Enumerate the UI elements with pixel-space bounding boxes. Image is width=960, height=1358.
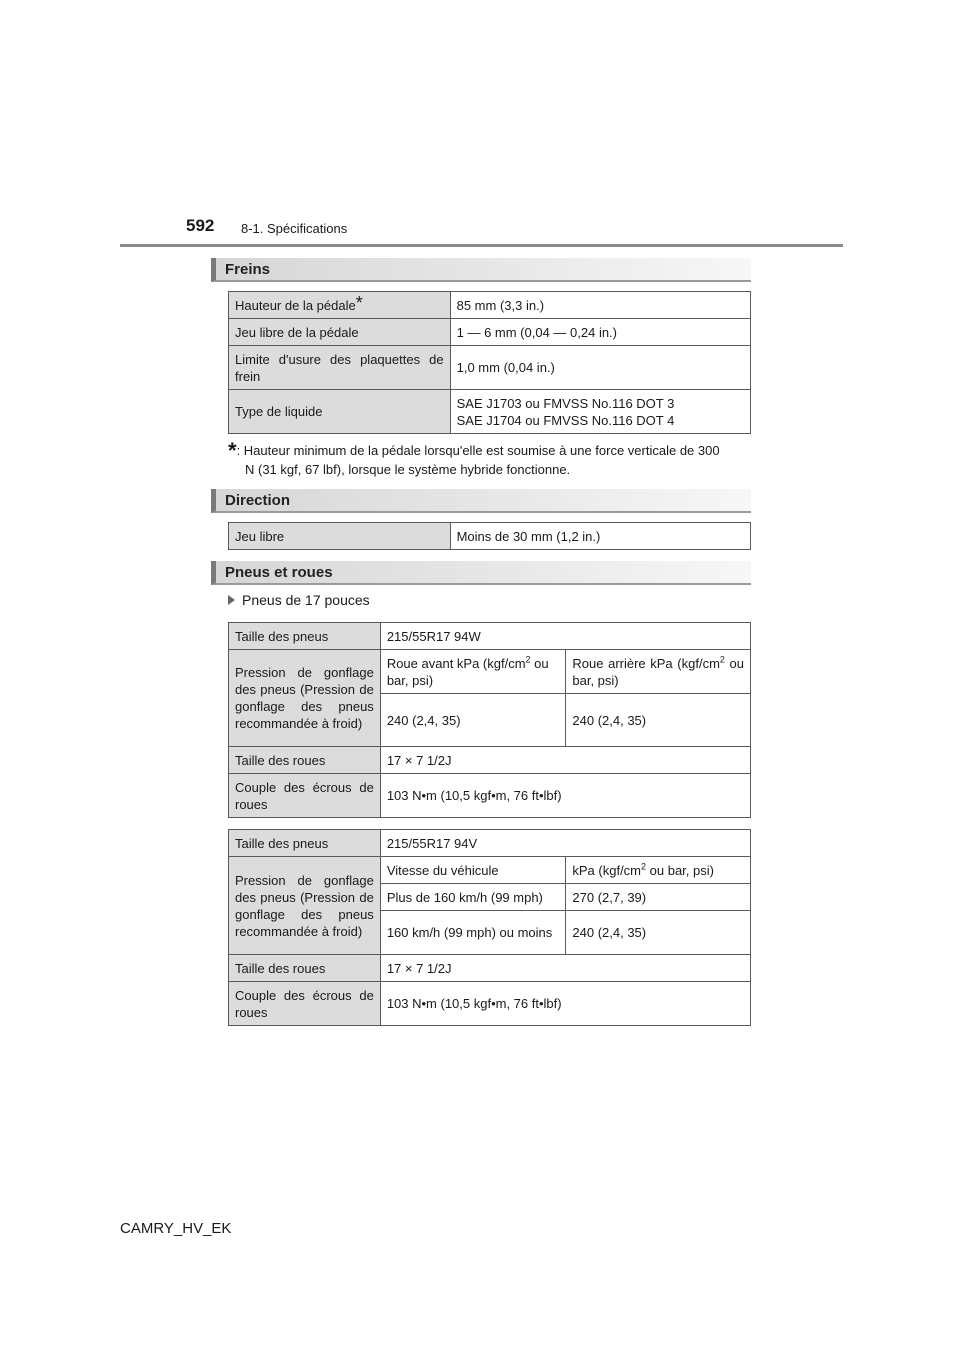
table-cell-label: Couple des écrous de roues (229, 982, 381, 1026)
table-row (229, 346, 751, 390)
table-row (229, 319, 751, 346)
table-cell-value: 215/55R17 94V (380, 830, 750, 857)
table-row (229, 955, 751, 982)
triangle-bullet-icon (228, 595, 235, 605)
table-cell-value: 1,0 mm (0,04 in.) (450, 346, 750, 390)
table-row (229, 650, 751, 694)
freins-heading-text: Freins (225, 261, 271, 278)
table-cell-value: 103 N•m (10,5 kgf•m, 76 ft•lbf) (380, 982, 750, 1026)
table-cell-value: 240 (2,4, 35) (566, 911, 751, 955)
table-cell-value: 85 mm (3,3 in.) (450, 292, 750, 319)
table-cell-value: 240 (2,4, 35) (566, 694, 751, 747)
table-row (229, 982, 751, 1026)
table-cell-header: Roue avant kPa ($kgf/cm^2$ ou bar, psi) (380, 650, 566, 694)
tires-table-94w (228, 622, 751, 818)
footnote-line-1: : Hauteur minimum de la pédale lorsqu'elle est soumise à une force verticale de 300 (236, 443, 720, 458)
table-cell-label: Hauteur de la pédale* (229, 292, 451, 319)
table-cell-value: 17 × 7 1/2J (380, 955, 750, 982)
table-cell-label: Taille des roues (229, 747, 381, 774)
table-cell-header: Vitesse du véhicule (380, 857, 566, 884)
table-row (229, 390, 751, 434)
table-row (229, 774, 751, 818)
table-cell-value: 215/55R17 94W (380, 623, 750, 650)
footnote (228, 438, 753, 479)
table-cell-label: Pression de gonflage des pneus (Pression de gonflage des pneus recommandée à froid) (229, 650, 381, 747)
asterisk-marker: * (355, 292, 363, 313)
table-row (229, 830, 751, 857)
direction-heading-text: Direction (225, 492, 291, 509)
fluid-type-line-2: SAE J1704 ou FMVSS No.116 DOT 4 (456, 412, 675, 428)
table-cell-label: Taille des pneus (229, 623, 381, 650)
table-cell-value: 103 N•m (10,5 kgf•m, 76 ft•lbf) (380, 774, 750, 818)
section-title: 8-1. Spécifications (241, 221, 348, 236)
table-row (229, 292, 751, 319)
table-cell-value: Plus de 160 km/h (99 mph) (380, 884, 566, 911)
table-cell-label: Taille des pneus (229, 830, 381, 857)
document-code: CAMRY_HV_EK (120, 1220, 232, 1237)
table-cell-label: Type de liquide (229, 390, 451, 434)
pneus-heading-text: Pneus et roues (225, 564, 333, 581)
subsection-title (228, 592, 370, 608)
table-cell-value: 17 × 7 1/2J (380, 747, 750, 774)
direction-table (228, 522, 751, 550)
table-cell-value: 240 (2,4, 35) (380, 694, 566, 747)
table-row (229, 747, 751, 774)
table-cell-value: 1 — 6 mm (0,04 — 0,24 in.) (450, 319, 750, 346)
freins-table (228, 291, 751, 434)
footnote-line-2: N (31 kgf, 67 lbf), lorsque le système hybride fonctionne. (245, 462, 571, 477)
table-cell-label: Pression de gonflage des pneus (Pression de gonflage des pneus recommandée à froid) (229, 857, 381, 955)
footnote-marker: * (228, 438, 237, 463)
subsection-title-text: Pneus de 17 pouces (242, 592, 370, 608)
table-cell-label: Limite d'usure des plaquettes de frein (229, 346, 451, 390)
pneus-heading (211, 561, 751, 585)
tires-table-94v (228, 829, 751, 1026)
freins-heading (211, 258, 751, 282)
table-row (229, 857, 751, 884)
fluid-type-line-1: SAE J1703 ou FMVSS No.116 DOT 3 (456, 395, 675, 411)
table-cell-header: kPa ($kgf/cm^2$ ou bar, psi) (566, 857, 751, 884)
table-cell-value (450, 390, 750, 434)
table-cell-header: Roue arrière kPa ($kgf/cm^2$ ou bar, psi) (566, 650, 751, 694)
table-cell-label: Taille des roues (229, 955, 381, 982)
table-cell-label: Couple des écrous de roues (229, 774, 381, 818)
table-cell-value: 160 km/h (99 mph) ou moins (380, 911, 566, 955)
table-row (229, 523, 751, 550)
header-divider (120, 244, 843, 247)
page-number: 592 (186, 216, 215, 235)
table-cell-value: 270 (2,7, 39) (566, 884, 751, 911)
table-row (229, 623, 751, 650)
direction-heading (211, 489, 751, 513)
table-cell-label: Jeu libre (229, 523, 451, 550)
table-cell-label: Jeu libre de la pédale (229, 319, 451, 346)
table-cell-value: Moins de 30 mm (1,2 in.) (450, 523, 750, 550)
